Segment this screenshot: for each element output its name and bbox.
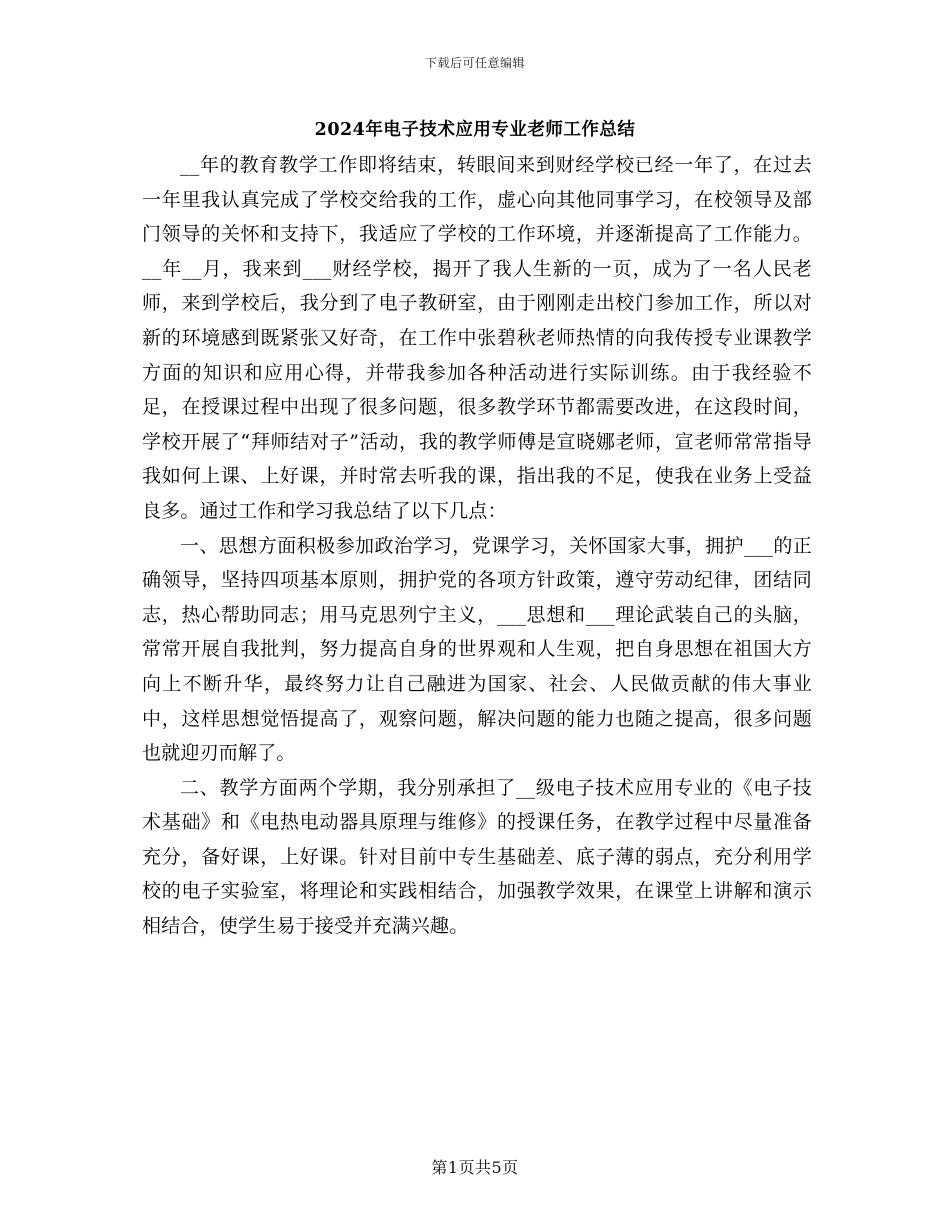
paragraph-intro: __年的教育教学工作即将结束，转眼间来到财经学校已经一年了，在过去一年里我认真完成了学校交给我的工作，虚心向其他同事学习，在校领导及部门领导的关怀和支持下，我适应了学校的工作环境，并逐渐提高了工作能力。__年__月，我来到___财经学校，揭开了我人生新的一页，成为了一名人民老师，来到学校后，我分到了电子教研室，由于刚刚走出校门参加工作，所以对新的环境感到既紧张又好奇，在工作中张碧秋老师热情的向我传授专业课教学方面的知识和应用心得，并带我参加各种活动进行实际训练。由于我经验不足，在授课过程中出现了很多问题，很多教学环节都需要改进，在这段时间，学校开展了“拜师结对子”活动，我的教学师傅是宣晓娜老师，宣老师常常指导我如何上课、上好课，并时常去听我的课，指出我的不足，使我在业务上受益良多。通过工作和学习我总结了以下几点： [142, 154, 812, 522]
paragraph-teaching: 二、教学方面两个学期，我分别承担了__级电子技术应用专业的《电子技术基础》和《电热电动器具原理与维修》的授课任务，在教学过程中尽量准备充分，备好课，上好课。针对目前中专生基础差、底子薄的弱点，充分利用学校的电子实验室，将理论和实践相结合，加强教学效果，在课堂上讲解和演示相结合，使学生易于接受并充满兴趣。 [142, 776, 812, 938]
document-title: 2024年电子技术应用专业老师工作总结 [314, 120, 636, 140]
page-number: 第1页共5页 [431, 1158, 519, 1177]
document-body [142, 148, 812, 944]
header-note: 下载后可任意编辑 [424, 56, 525, 70]
paragraph-ideology: 一、思想方面积极参加政治学习，党课学习，关怀国家大事，拥护___的正确领导，坚持四项基本原则，拥护党的各项方针政策，遵守劳动纪律，团结同志，热心帮助同志；用马克思列宁主义，___思想和___理论武装自己的头脑，常常开展自我批判，努力提高自身的世界观和人生观，把自身思想在祖国大方向上不断升华，最终努力让自己融进为国家、社会、人民做贡献的伟大事业中，这样思想觉悟提高了，观察问题，解决问题的能力也随之提高，很多问题也就迎刃而解了。 [142, 534, 812, 765]
